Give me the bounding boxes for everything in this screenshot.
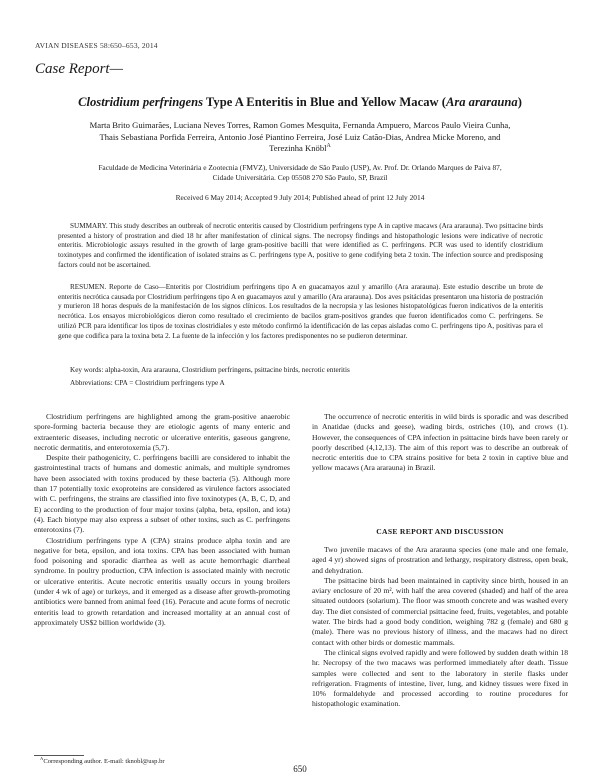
body-paragraph: The clinical signs evolved rapidly and were followed by sudden death within 18 hr. Necropsy of the two macaws was performed immediately after death. Tissue samples were collected and sent to the laboratory in sterile flasks under refrigeration. Fragments of intestine, liver, lung, and kidney tissues were fixed in 10% formaldehyde and processed according to routine procedures for histopathologic examination. xyxy=(312,647,568,709)
title-close: ) xyxy=(517,95,522,109)
author-line: Marta Brito Guimarães, Luciana Neves Torres, Ramon Gomes Mesquita, Fernanda Ampuero, Marcos Paulo Vieira Cunha, xyxy=(89,120,511,130)
title-species: Ara ararauna xyxy=(445,95,518,109)
keywords: Key words: alpha-toxin, Ara ararauna, Clostridium perfringens, psittacine birds, necrotic enteritis xyxy=(70,366,350,374)
affiliation-line: Faculdade de Medicina Veterinária e Zootecnia (FMVZ), Universidade de São Paulo (USP), Av. Prof. Dr. Orlando Marques de Paiva 87, xyxy=(98,163,502,172)
resumen-abstract: RESUMEN. Reporte de Caso—Enteritis por Clostridium perfringens tipo A en guacamayos azul y amarillo (Ara ararauna). Este estudio describe un brote de enteritis necrótica causada por Clostridium perfringens tipo A en guacamayos azul y amarillo (Ara ararauna). Dos aves psitácidas presentaron una historia de postración y murieron 18 horas después de la manifestación de los signos clínicos. Los resultados de la necropsia y las lesiones histopatológicas fueron indicativos de la enteritis necrótica. Los ensayos microbiológicos dieron como resultado el crecimiento de bacilos gram-positivos grandes que fueron identificados como C. perfringens. Se utilizó PCR para identificar los tipos de toxinas clostridiales y este método confirmó la identificación de las cepas aisladas como C. perfringens tipo A, positivas para el gene que codifica para la toxina beta 2. La fuente de la infección y los factores predisponentes no se pudieron determinar. xyxy=(58,283,543,340)
affiliation xyxy=(60,163,540,183)
author-list xyxy=(55,120,545,155)
title-genus: Clostridium perfringens xyxy=(78,95,204,109)
body-right-column-intro xyxy=(312,412,568,474)
body-left-column xyxy=(34,412,290,628)
body-paragraph: The psittacine birds had been maintained in captivity since birth, housed in an aviary enclosure of 20 m², with half the area covered (shaded) and half of the area situated outdoors (solarium). The floor was smooth concrete and was washed every day. The diet consisted of commercial psittacine feed, fruits, vegetables, and potable water. The birds had a good body condition, weighing 782 g (female) and 680 g (male). There was no previous history of illness, and the macaws had no direct contact with other birds or domestic mammals. xyxy=(312,575,568,647)
body-paragraph: The occurrence of necrotic enteritis in wild birds is sporadic and was described in Anatidae (ducks and geese), wading birds, ostriches (10), and crows (1). However, the consequences of CPA infection in psittacine birds have been rarely or poorly described (4,12,13). The aim of this report was to describe an outbreak of necrotic enteritis due to CPA strains positive for beta 2 toxin in captive blue and yellow macaws (Ara ararauna) in Brazil. xyxy=(312,412,568,473)
summary-abstract: SUMMARY. This study describes an outbreak of necrotic enteritis caused by Clostridium perfringens type A in captive macaws (Ara ararauna). Two psittacine birds presented a history of prostration and died 18 hr after manifestation of clinical signs. The necropsy findings and histopathologic lesions were indicative of necrotic enteritis. Microbiologic assays resulted in the growth of large gram-positive bacilli that were identified as C. perfringens. PCR was used to identify clostridium toxinotypes and confirmed the identification of isolated strains as C. perfringens type A, positive to gene codifying beta 2 toxin. The infection source and predisposing factors could not be ascertained. xyxy=(58,222,543,269)
body-paragraph: Clostridium perfringens are highlighted among the gram-positive anaerobic spore-forming bacteria because they are etiologic agents of many enteric and extraenteric diseases, including necrotic or ulcerative enteritis, gaseous gangrene, necrotic dermatitis, and enterotoxemia (5,7). xyxy=(34,412,290,452)
page-number: 650 xyxy=(293,764,307,774)
title-main: Type A Enteritis in Blue and Yellow Macaw ( xyxy=(203,95,446,109)
author-line: Thais Sebastiana Porfida Ferreira, Antonio José Piantino Ferreira, José Luiz Catão-Dias, Andrea Micke Moreno, and xyxy=(99,131,501,142)
section-label: Case Report— xyxy=(35,61,123,77)
running-head: AVIAN DISEASES 58:650–653, 2014 xyxy=(35,41,158,50)
article-title xyxy=(20,95,580,110)
author-line: Terezinha Knöbl$^A$ xyxy=(269,143,331,153)
body-paragraph: Two juvenile macaws of the Ara ararauna species (one male and one female, aged 4 yr) showed signs of prostration and lethargy, respiratory distress, open beak, and dehydration. xyxy=(312,545,568,575)
abbreviations: Abbreviations: CPA = Clostridium perfringens type A xyxy=(70,379,225,387)
footnote-text: Corresponding author. E-mail: tknobl@usp.br xyxy=(43,758,165,765)
body-paragraph: Clostridium perfringens type A (CPA) strains produce alpha toxin and are negative for beta, epsilon, and iota toxins. CPA has been associated with human food poisoning and sporadic diarrhea as well as acute hemorrhagic diarrheal syndrome. In poultry production, CPA infection is associated mainly with necrotic or ulcerative enteritis. Acute necrotic enteritis usually occurs in young broilers (under 4 wk of age) or turkeys, and it emerged as a disease after growth-promoting antibiotics were banned from animal feed (16). Peracute and acute forms of necrotic enteritis lead to growth retardation and increased mortality at an annual cost of approximately US$2 billion worldwide (3). xyxy=(34,535,290,627)
publication-dates: Received 6 May 2014; Accepted 9 July 2014; Published ahead of print 12 July 2014 xyxy=(175,193,425,202)
affiliation-line: Cidade Universitária. Cep 05508 270 São Paulo, SP, Brazil xyxy=(212,173,388,182)
body-right-column-case xyxy=(312,545,568,710)
author-footnote-marker: A xyxy=(326,143,331,150)
footnote-marker: A xyxy=(40,755,44,761)
body-paragraph: Despite their pathogenicity, C. perfringens bacilli are considered to inhabit the gastrointestinal tracts of humans and domestic animals, and multiple syndromes have been associated with toxins produced by these bacteria (5). Although more than 17 potentially toxic exoproteins are considered as virulence factors associated with C. perfringens, the strains are classified into five toxinotypes (A, B, C, D, and E) according to the production of four major toxins (alpha, beta, epsilon, and iota) (4). Each biotype may also express a subset of other toxins, such as C. perfringens enterotoxins (7). xyxy=(34,453,290,535)
section-heading: CASE REPORT AND DISCUSSION xyxy=(376,527,504,536)
